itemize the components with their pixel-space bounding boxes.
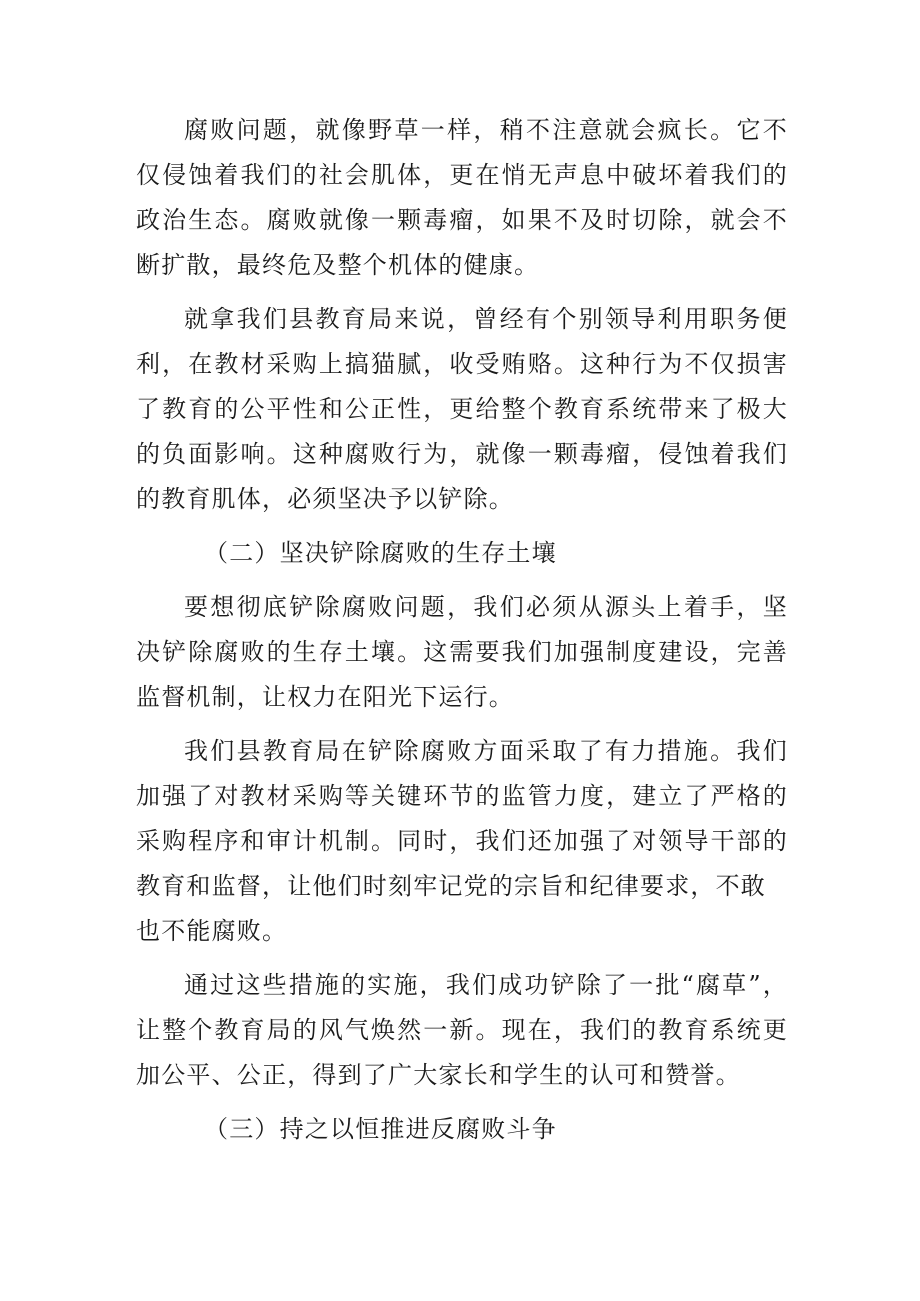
section-heading-3: （三）持之以恒推进反腐败斗争: [204, 1115, 557, 1143]
paragraph-measures: [136, 729, 788, 954]
section-heading-2: （二）坚决铲除腐败的生存土壤: [204, 539, 557, 567]
document-body: [136, 108, 788, 1161]
paragraph-measures-tail: 也不能腐败。: [136, 917, 288, 945]
paragraph-results: 通过这些措施的实施，我们成功铲除了一批“腐草”，让整个教育局的风气焕然一新。现在，我们的教育系统更加公平、公正，得到了广大家长和学生的认可和赞誉。: [136, 971, 788, 1089]
paragraph-county-education-bureau: 就拿我们县教育局来说，曾经有个别领导利用职务便利，在教材采购上搞猫腻，收受贿赂。这种行为不仅损害了教育的公平性和公正性，更给整个教育系统带来了极大的负面影响。这种腐败行为，就像一颗毒瘤，侵蚀着我们的教育肌体，必须坚决予以铲除。: [136, 305, 788, 513]
paragraph-corruption-weeds: 腐败问题，就像野草一样，稍不注意就会疯长。它不仅侵蚀着我们的社会肌体，更在悄无声息中破坏着我们的政治生态。腐败就像一颗毒瘤，如果不及时切除，就会不断扩散，最终危及整个机体的健康。: [136, 116, 788, 279]
paragraph-eradicate-soil: 要想彻底铲除腐败问题，我们必须从源头上着手，坚决铲除腐败的生存土壤。这需要我们加强制度建设，完善监督机制，让权力在阳光下运行。: [136, 593, 788, 711]
paragraph-measures-main: 我们县教育局在铲除腐败方面采取了有力措施。我们加强了对教材采购等关键环节的监管力度，建立了严格的采购程序和审计机制。同时，我们还加强了对领导干部的教育和监督，让他们时刻牢记党的宗旨和纪律要求，不敢: [136, 737, 788, 900]
